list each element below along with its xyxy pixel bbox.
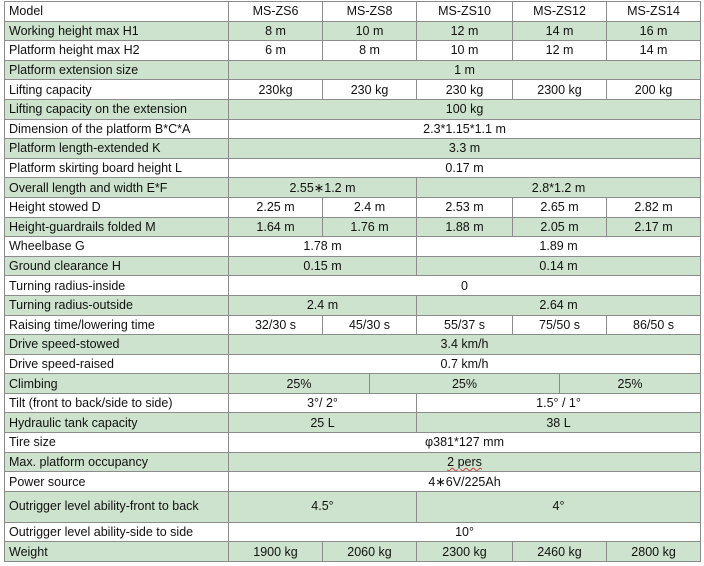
cell-text: 2.82 m [634,200,673,215]
cell-text: 2.05 m [540,219,579,234]
cell-text: 2.53 m [445,200,484,215]
cell-text: 1.64 m [256,219,295,234]
spec-label-cell: Max. platform occupancy [5,452,229,472]
spec-value-cell [417,315,513,335]
cell-text: 45/30 s [348,317,390,332]
spec-label-cell: Turning radius-inside [5,276,229,296]
table-row [5,119,701,139]
spec-value-cell [513,217,607,237]
spec-value-cell [417,542,513,562]
model-header-cell [323,2,417,22]
cell-text: 12 m [545,43,574,58]
spec-label-cell: Raising time/lowering time [5,315,229,335]
cell-text: 2060 kg [347,544,392,559]
table-row [5,139,701,159]
table-row [5,256,701,276]
cell-text: 2800 kg [631,544,676,559]
table-row [5,217,701,237]
spec-value-cell [229,413,417,433]
cell-text: 1.88 m [445,219,484,234]
spec-value-cell [323,315,417,335]
spec-value-cell [229,393,417,413]
spec-value-cell [229,472,701,492]
spec-label-cell: Lifting capacity [5,80,229,100]
spec-label-cell: Ground clearance H [5,256,229,276]
table-row [5,276,701,296]
spec-value-cell [417,178,701,198]
spec-label-cell: Tilt (front to back/side to side) [5,393,229,413]
model-header-cell [229,2,323,22]
spec-value-cell [229,276,701,296]
spec-value-cell [229,99,701,119]
cell-text: 32/30 s [254,317,296,332]
cell-text: 2.3*1.15*1.1 m [423,121,506,136]
specification-table [4,1,701,562]
spec-value-cell [417,413,701,433]
cell-text: 75/50 s [539,317,581,332]
spec-value-cell [417,256,701,276]
spec-value-cell [417,295,701,315]
spec-value-cell [323,217,417,237]
spec-value-cell [229,217,323,237]
cell-text: 3°/ 2° [307,396,338,411]
spec-value-cell [607,217,701,237]
cell-text: 2.8*1.2 m [531,180,586,195]
spec-value-cell [229,335,701,355]
spec-label-cell: Climbing [5,374,229,394]
spec-value-cell [417,393,701,413]
cell-text: 2.17 m [634,219,673,234]
header-row [5,2,701,22]
cell-text: MS-ZS10 [438,4,491,19]
cell-text: 86/50 s [633,317,675,332]
spec-value-cell [607,21,701,41]
table-row [5,354,701,374]
cell-text: 16 m [639,23,668,38]
spec-value-cell [607,315,701,335]
cell-text: 8 m [265,23,286,38]
cell-text: 3.3 m [448,141,481,156]
cell-text: 100 kg [445,102,484,117]
spec-value-cell [513,80,607,100]
spec-value-cell [229,60,701,80]
cell-text: 2.55∗1.2 m [289,180,356,195]
spec-label-cell: Platform height max H2 [5,41,229,61]
cell-text: 2.4 m [353,200,386,215]
cell-text: MS-ZS12 [533,4,586,19]
cell-text: 0.15 m [303,259,342,274]
cell-text: MS-ZS6 [252,4,299,19]
spec-label-cell: Platform extension size [5,60,229,80]
table-row [5,374,701,394]
cell-text: 10 m [450,43,479,58]
cell-text: 38 L [546,415,571,430]
table-row [5,295,701,315]
table-row [5,472,701,492]
cell-text: 2.64 m [539,298,578,313]
table-row [5,335,701,355]
cell-text: 230 kg [350,82,389,97]
cell-text: 1 m [454,63,475,78]
table-row [5,433,701,453]
spec-value-cell [513,542,607,562]
cell-text: MS-ZS14 [627,4,680,19]
cell-text: 0.7 km/h [440,356,489,371]
cell-text: 0.14 m [539,259,578,274]
spec-value-cell [417,21,513,41]
spec-label-cell: Platform skirting board height L [5,158,229,178]
spec-label-cell: Platform length-extended K [5,139,229,159]
table-row [5,542,701,562]
spec-value-cell [229,178,417,198]
spec-value-cell [229,522,701,542]
cell-text: 2.4 m [306,298,339,313]
spec-value-cell [323,80,417,100]
cell-text: 25% [286,376,312,391]
spec-value-cell [229,256,417,276]
spec-value-cell [417,80,513,100]
cell-text: 1.76 m [350,219,389,234]
cell-text: 1.78 m [303,239,342,254]
table-row [5,178,701,198]
spec-value-cell [229,119,701,139]
spec-label-cell: Overall length and width E*F [5,178,229,198]
cell-text: 0.17 m [445,161,484,176]
header-label-cell: Model [5,2,229,22]
table-row [5,80,701,100]
specification-table-body [5,2,701,562]
cell-text: 14 m [545,23,574,38]
spec-value-cell [513,21,607,41]
spec-value-cell [229,197,323,217]
table-row [5,21,701,41]
cell-text: 200 kg [634,82,673,97]
table-row [5,522,701,542]
spec-label-cell: Outrigger level ability-side to side [5,522,229,542]
spec-value-cell [323,41,417,61]
cell-text: 2.25 m [256,200,295,215]
spec-value-cell [229,491,417,522]
cell-text: 4.5° [311,499,334,514]
cell-text: 10° [455,525,474,540]
spec-label-cell: Weight [5,542,229,562]
model-header-cell [417,2,513,22]
spec-value-cell [229,315,323,335]
cell-text: 3.4 km/h [440,337,489,352]
cell-text: 25% [617,376,643,391]
spec-label-cell: Outrigger level ability-front to back [5,491,229,522]
spec-label-cell: Turning radius-outside [5,295,229,315]
model-header-cell [513,2,607,22]
cell-text: 25 L [310,415,335,430]
spec-value-cell [229,139,701,159]
spec-value-cell [229,237,417,257]
cell-text: 1900 kg [253,544,298,559]
cell-text: 4∗6V/225Ah [428,474,501,489]
spec-label-cell: Wheelbase G [5,237,229,257]
spec-value-cell [607,80,701,100]
spec-value-cell [417,217,513,237]
spec-value-cell [417,237,701,257]
spec-value-cell [229,41,323,61]
spec-label-cell: Working height max H1 [5,21,229,41]
cell-text: 2 pers [447,454,482,469]
spec-label-cell: Hydraulic tank capacity [5,413,229,433]
spec-label-cell: Height-guardrails folded M [5,217,229,237]
model-header-cell [607,2,701,22]
spec-value-cell [229,374,370,394]
table-row [5,315,701,335]
spec-value-cell [323,542,417,562]
spec-value-cell [513,197,607,217]
table-row [5,491,701,522]
table-row [5,413,701,433]
spec-value-cell [229,295,417,315]
cell-text: 230 kg [445,82,484,97]
table-row [5,99,701,119]
cell-text: 25% [451,376,478,391]
spec-value-cell [323,21,417,41]
spec-value-cell [370,374,560,394]
spec-label-cell: Drive speed-raised [5,354,229,374]
cell-text: 12 m [450,23,479,38]
table-row [5,452,701,472]
spec-value-cell [229,158,701,178]
spec-value-cell [417,41,513,61]
cell-text: MS-ZS8 [346,4,393,19]
spec-value-cell [229,21,323,41]
spec-value-cell [513,315,607,335]
spec-label-cell: Tire size [5,433,229,453]
cell-text: 14 m [639,43,668,58]
cell-text: 8 m [359,43,380,58]
table-row [5,237,701,257]
spec-value-cell [513,41,607,61]
spec-value-cell [229,80,323,100]
spec-value-cell [229,452,701,472]
cell-text: 1.89 m [539,239,578,254]
cell-text: 0 [461,278,468,293]
spec-value-cell [607,197,701,217]
cell-text: 4° [552,499,565,514]
spec-label-cell: Lifting capacity on the extension [5,99,229,119]
spec-value-cell [229,433,701,453]
table-row [5,158,701,178]
table-row [5,393,701,413]
spec-value-cell [607,542,701,562]
cell-text: 2.65 m [540,200,579,215]
spec-value-cell [417,491,701,522]
cell-text: 55/37 s [444,317,486,332]
spec-label-cell: Drive speed-stowed [5,335,229,355]
spec-value-cell [323,197,417,217]
cell-text: 2300 kg [537,82,582,97]
cell-text: 10 m [355,23,384,38]
spec-value-cell [607,41,701,61]
cell-text: 230kg [258,82,293,97]
spec-label-cell: Power source [5,472,229,492]
cell-text: 6 m [265,43,286,58]
spec-value-cell [560,374,701,394]
table-row [5,41,701,61]
cell-text: 2300 kg [442,544,487,559]
spec-label-cell: Height stowed D [5,197,229,217]
table-row [5,60,701,80]
spec-label-cell: Dimension of the platform B*C*A [5,119,229,139]
spec-value-cell [229,542,323,562]
spec-value-cell [417,197,513,217]
table-row [5,197,701,217]
cell-text: 2460 kg [537,544,582,559]
spec-value-cell [229,354,701,374]
cell-text: 1.5° / 1° [536,396,581,411]
cell-text: φ381*127 mm [425,435,505,450]
